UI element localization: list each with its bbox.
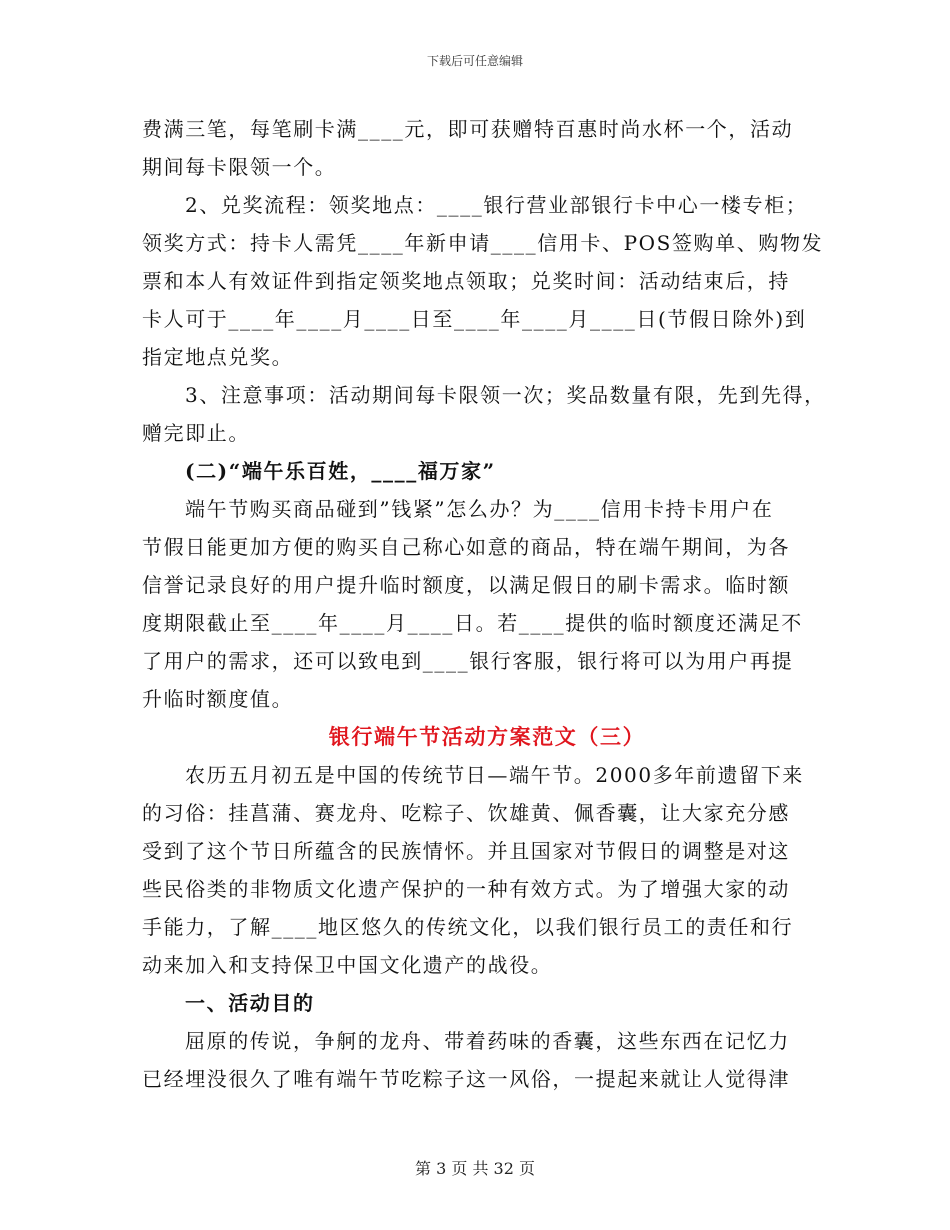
paragraph-line: 卡人可于____年____月____日至____年____月____日(节假日除外)到 [142, 307, 807, 331]
paragraph-line: 屈原的传说，争舸的龙舟、带着药味的香囊，这些东西在记忆力 [185, 1029, 790, 1053]
paragraph-line: 已经埋没很久了唯有端午节吃粽子这一风俗，一提起来就让人觉得津 [142, 1067, 790, 1091]
paragraph-line: 节假日能更加方便的购买自己称心如意的商品，特在端午期间，为各 [142, 535, 790, 559]
paragraph-line: 升临时额度值。 [142, 687, 294, 711]
page-header-note: 下载后可任意编辑 [426, 54, 523, 68]
subheading-line: (二)“端午乐百姓，____福万家” [185, 459, 496, 483]
paragraph-line: 端午节购买商品碰到”钱紧”怎么办？为____信用卡持卡用户在 [185, 497, 774, 521]
paragraph-line: 动来加入和支持保卫中国文化遗产的战役。 [142, 953, 553, 977]
paragraph-line: 手能力，了解____地区悠久的传统文化，以我们银行员工的责任和行 [142, 915, 794, 939]
paragraph-line: 赠完即止。 [142, 421, 250, 445]
section-heading: 银行端午节活动方案范文（三） [328, 724, 646, 749]
page-number-footer: 第 3 页 共 32 页 [415, 1159, 535, 1178]
paragraph-line: 的习俗：挂菖蒲、赛龙舟、吃粽子、饮雄黄、佩香囊，让大家充分感 [142, 801, 790, 825]
paragraph-line: 2、兑奖流程：领奖地点：____银行营业部银行卡中心一楼专柜； [185, 193, 808, 217]
paragraph-line: 些民俗类的非物质文化遗产保护的一种有效方式。为了增强大家的动 [142, 877, 790, 901]
paragraph-line: 农历五月初五是中国的传统节日—端午节。2000多年前遗留下来 [185, 763, 804, 787]
paragraph-line: 了用户的需求，还可以致电到____银行客服，银行将可以为用户再提 [142, 649, 794, 673]
paragraph-line: 期间每卡限领一个。 [142, 155, 337, 179]
paragraph-line: 费满三笔，每笔刷卡满____元，即可获赠特百惠时尚水杯一个，活动 [142, 117, 794, 141]
document-body [142, 110, 832, 1098]
subheading-line: 一、活动目的 [185, 991, 315, 1015]
paragraph-line: 受到了这个节日所蕴含的民族情怀。并且国家对节假日的调整是对这 [142, 839, 790, 863]
paragraph-line: 票和本人有效证件到指定领奖地点领取；兑奖时间：活动结束后，持 [142, 269, 790, 293]
paragraph-line: 指定地点兑奖。 [142, 345, 294, 369]
paragraph-line: 领奖方式：持卡人需凭____年新申请____信用卡、POS签购单、购物发 [142, 231, 824, 255]
paragraph-line: 信誉记录良好的用户提升临时额度，以满足假日的刷卡需求。临时额 [142, 573, 790, 597]
paragraph-line: 度期限截止至____年____月____日。若____提供的临时额度还满足不 [142, 611, 803, 635]
paragraph-line: 3、注意事项：活动期间每卡限领一次；奖品数量有限，先到先得， [185, 383, 826, 407]
